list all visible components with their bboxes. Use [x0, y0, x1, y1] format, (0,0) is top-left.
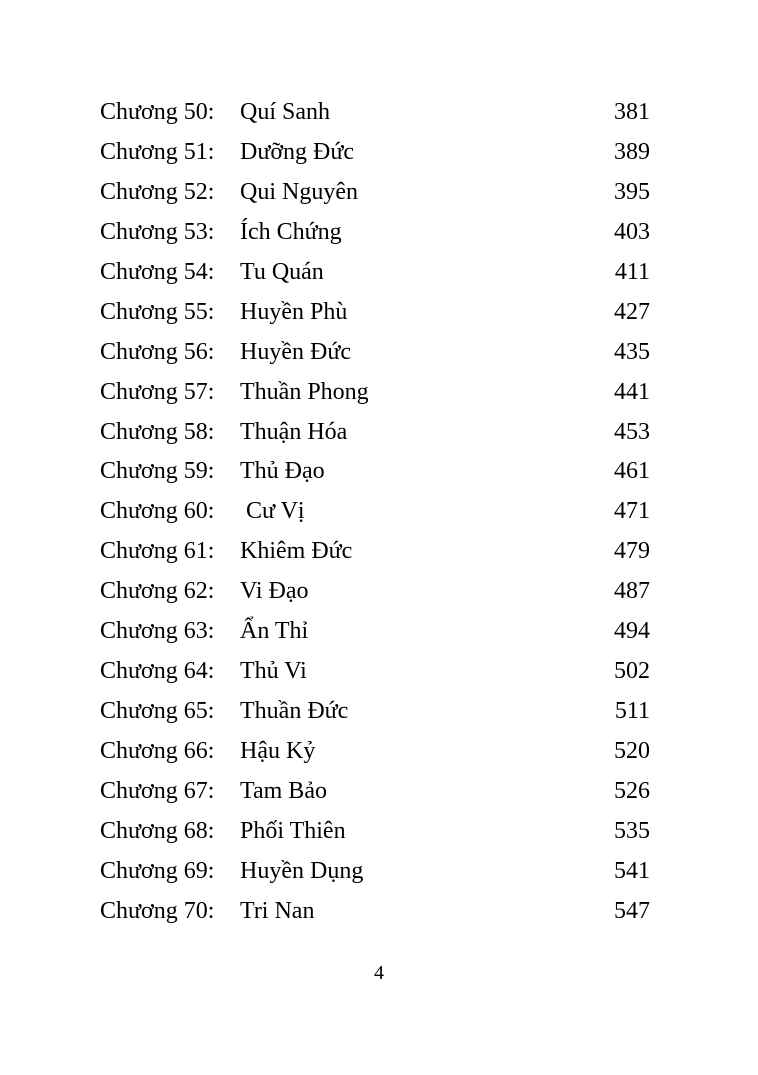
table-of-contents: [0, 92, 758, 931]
toc-chapter-title: Phối Thiên: [240, 817, 346, 844]
toc-chapter-title: Khiêm Đức: [240, 538, 353, 565]
toc-chapter-title: Ẩn Thỉ: [240, 618, 309, 645]
toc-chapter-title: Hậu Kỷ: [240, 738, 316, 764]
toc-page-number: 441: [614, 378, 650, 405]
toc-row: [0, 531, 758, 571]
toc-chapter-label: Chương 65:: [100, 698, 215, 725]
toc-chapter-label: Chương 54:: [100, 258, 215, 285]
toc-row: [0, 651, 758, 691]
toc-row: [0, 491, 758, 531]
toc-page-number: 461: [614, 458, 650, 485]
toc-page-number: 479: [614, 538, 650, 565]
toc-page-number: 511: [614, 698, 650, 725]
toc-row: [0, 571, 758, 611]
toc-chapter-title: Thuần Phong: [240, 378, 369, 405]
toc-row: [0, 611, 758, 651]
toc-chapter-title: Dưỡng Đức: [240, 138, 355, 165]
toc-page-number: 526: [614, 777, 650, 804]
toc-chapter-label: Chương 67:: [100, 777, 215, 804]
toc-page-number: 389: [614, 138, 650, 165]
toc-row: [0, 731, 758, 771]
toc-row: [0, 252, 758, 292]
toc-row: [0, 172, 758, 212]
toc-page-number: 547: [614, 897, 650, 924]
toc-page-number: 427: [614, 298, 650, 325]
toc-row: [0, 811, 758, 851]
toc-chapter-label: Chương 63:: [100, 618, 215, 645]
toc-chapter-label: Chương 70:: [100, 897, 215, 924]
toc-page-number: 403: [614, 218, 650, 245]
toc-page-number: 494: [614, 618, 650, 645]
toc-chapter-title: Thủ Đạo: [240, 458, 325, 485]
toc-page-number: 520: [614, 738, 650, 764]
toc-row: [0, 691, 758, 731]
toc-chapter-title: Huyền Đức: [240, 338, 351, 365]
toc-row: [0, 132, 758, 172]
toc-chapter-title: Ích Chứng: [240, 218, 342, 245]
toc-page-number: 502: [614, 658, 650, 685]
toc-page-number: 395: [614, 178, 650, 205]
toc-chapter-label: Chương 56:: [100, 338, 215, 365]
toc-chapter-label: Chương 53:: [100, 218, 215, 245]
toc-page-number: 381: [614, 99, 650, 125]
toc-chapter-label: Chương 68:: [100, 817, 215, 844]
toc-row: [0, 412, 758, 452]
toc-page-number: 471: [614, 498, 650, 525]
toc-chapter-title: Vi Đạo: [240, 578, 309, 605]
toc-chapter-title: Quí Sanh: [240, 99, 330, 125]
toc-row: [0, 851, 758, 891]
page-number: 4: [374, 962, 384, 984]
toc-chapter-title: Thủ Vi: [240, 658, 307, 685]
toc-row: [0, 292, 758, 332]
toc-page-number: 435: [614, 338, 650, 365]
toc-chapter-title: Cư Vị: [240, 498, 305, 525]
toc-chapter-title: Huyền Dụng: [240, 857, 364, 884]
toc-chapter-title: Tu Quán: [240, 258, 324, 285]
toc-chapter-label: Chương 64:: [100, 658, 215, 685]
toc-page-number: 411: [614, 258, 650, 285]
toc-chapter-label: Chương 69:: [100, 857, 215, 884]
toc-chapter-title: Huyền Phù: [240, 298, 348, 325]
toc-row: [0, 891, 758, 931]
toc-chapter-label: Chương 66:: [100, 738, 215, 764]
toc-row: [0, 771, 758, 811]
toc-chapter-label: Chương 57:: [100, 378, 215, 405]
toc-row: [0, 451, 758, 491]
toc-chapter-label: Chương 61:: [100, 538, 215, 565]
toc-row: [0, 372, 758, 412]
toc-chapter-title: Tam Bảo: [240, 777, 327, 804]
toc-page-number: 541: [614, 857, 650, 884]
toc-chapter-label: Chương 50:: [100, 99, 215, 125]
toc-chapter-label: Chương 62:: [100, 578, 215, 605]
toc-row: [0, 332, 758, 372]
toc-page-number: 487: [614, 578, 650, 605]
toc-row: [0, 92, 758, 132]
toc-chapter-title: Thuần Đức: [240, 698, 349, 725]
toc-chapter-label: Chương 60:: [100, 498, 215, 525]
toc-chapter-title: Thuận Hóa: [240, 418, 348, 445]
toc-chapter-label: Chương 59:: [100, 458, 215, 485]
toc-chapter-title: Tri Nan: [240, 897, 315, 924]
toc-chapter-title: Qui Nguyên: [240, 178, 358, 205]
toc-chapter-label: Chương 52:: [100, 178, 215, 205]
toc-chapter-label: Chương 55:: [100, 298, 215, 325]
toc-page-number: 535: [614, 817, 650, 844]
toc-chapter-label: Chương 51:: [100, 138, 215, 165]
toc-row: [0, 212, 758, 252]
toc-chapter-label: Chương 58:: [100, 418, 215, 445]
toc-page-number: 453: [614, 418, 650, 445]
